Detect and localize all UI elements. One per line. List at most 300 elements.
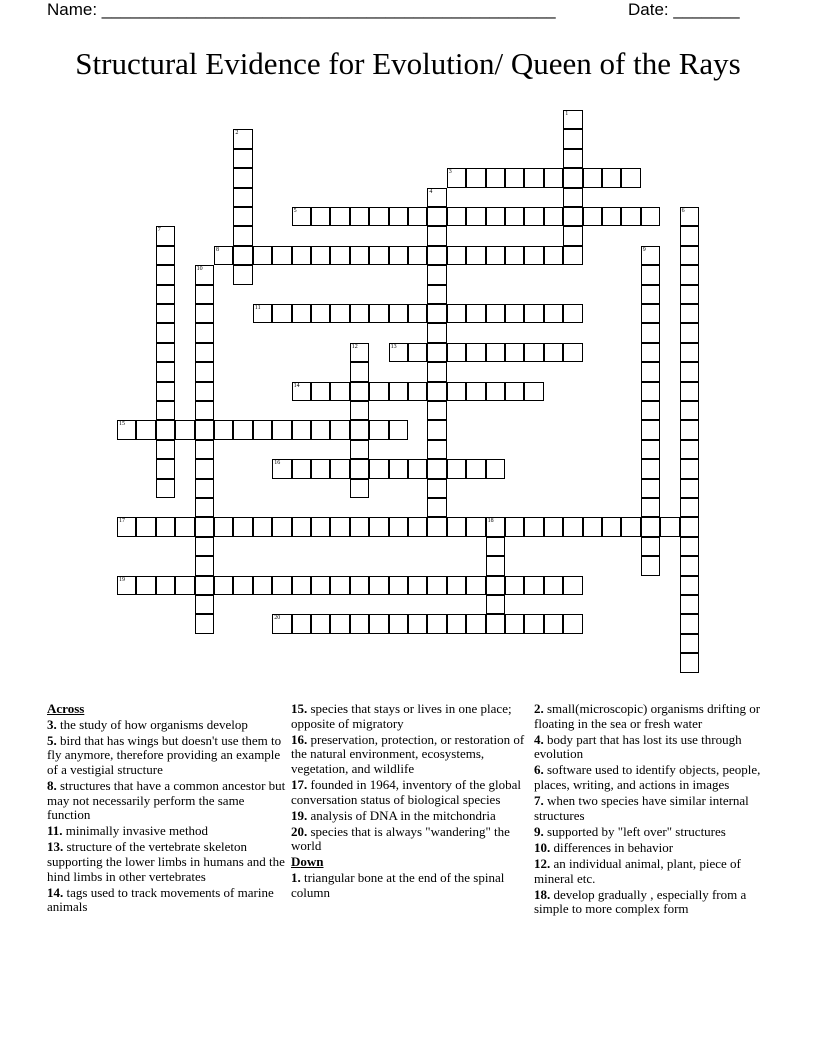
down-clue: 4. body part that has lost its use through evolution xyxy=(534,731,742,762)
crossword-cell[interactable] xyxy=(427,362,446,381)
crossword-cell[interactable] xyxy=(195,420,214,439)
clue-number: 2 xyxy=(534,701,541,716)
crossword-cell[interactable] xyxy=(156,285,175,304)
crossword-cell[interactable] xyxy=(486,168,505,187)
crossword-cell[interactable] xyxy=(195,498,214,517)
crossword-cell[interactable] xyxy=(680,420,699,439)
crossword-cell[interactable] xyxy=(292,207,311,226)
crossword-cell[interactable] xyxy=(680,498,699,517)
crossword-cell[interactable] xyxy=(641,498,660,517)
crossword-cell[interactable] xyxy=(389,517,408,536)
crossword-cell[interactable] xyxy=(195,343,214,362)
crossword-cell[interactable] xyxy=(680,595,699,614)
crossword-cell[interactable] xyxy=(621,517,640,536)
crossword-cell[interactable] xyxy=(544,207,563,226)
crossword-cell[interactable] xyxy=(311,207,330,226)
cell-number: 11 xyxy=(254,305,261,311)
crossword-cell[interactable] xyxy=(641,420,660,439)
crossword-cell[interactable] xyxy=(563,226,582,245)
crossword-cell[interactable] xyxy=(214,576,233,595)
crossword-cell[interactable] xyxy=(330,246,349,265)
crossword-cell[interactable] xyxy=(427,246,446,265)
crossword-cell[interactable] xyxy=(641,343,660,362)
crossword-cell[interactable] xyxy=(233,168,252,187)
crossword-cell[interactable] xyxy=(641,207,660,226)
crossword-cell[interactable] xyxy=(292,576,311,595)
crossword-cell[interactable] xyxy=(524,517,543,536)
crossword-cell[interactable] xyxy=(156,246,175,265)
crossword-cell[interactable] xyxy=(563,168,582,187)
crossword-cell[interactable] xyxy=(641,246,660,265)
crossword-cell[interactable] xyxy=(641,323,660,342)
crossword-cell[interactable] xyxy=(292,517,311,536)
date-field[interactable]: Date: _______ xyxy=(628,0,740,19)
crossword-cell[interactable] xyxy=(195,323,214,342)
crossword-cell[interactable] xyxy=(486,304,505,323)
crossword-cell[interactable] xyxy=(389,420,408,439)
crossword-cell[interactable] xyxy=(175,576,194,595)
crossword-cell[interactable] xyxy=(427,323,446,342)
crossword-cell[interactable] xyxy=(272,517,291,536)
crossword-cell[interactable] xyxy=(427,285,446,304)
crossword-cell[interactable] xyxy=(233,188,252,207)
crossword-cell[interactable] xyxy=(680,479,699,498)
crossword-cell[interactable] xyxy=(466,517,485,536)
crossword-cell[interactable] xyxy=(641,362,660,381)
crossword-cell[interactable] xyxy=(505,614,524,633)
crossword-cell[interactable] xyxy=(369,304,388,323)
crossword-cell[interactable] xyxy=(389,304,408,323)
crossword-cell[interactable] xyxy=(427,188,446,207)
name-field[interactable]: Name: ________________________________________________ xyxy=(47,0,556,19)
crossword-cell[interactable] xyxy=(292,246,311,265)
crossword-cell[interactable] xyxy=(253,576,272,595)
clue-text: species that stays or lives in one place; opposite of migratory xyxy=(291,701,512,731)
crossword-cell[interactable] xyxy=(350,304,369,323)
crossword-cell[interactable] xyxy=(195,595,214,614)
crossword-cell[interactable] xyxy=(369,459,388,478)
crossword-cell[interactable] xyxy=(427,479,446,498)
crossword-cell[interactable] xyxy=(156,420,175,439)
crossword-cell[interactable] xyxy=(447,576,466,595)
crossword-cell[interactable] xyxy=(136,420,155,439)
crossword-cell[interactable] xyxy=(427,343,446,362)
crossword-cell[interactable] xyxy=(350,576,369,595)
crossword-cell[interactable] xyxy=(563,188,582,207)
crossword-cell[interactable] xyxy=(641,382,660,401)
crossword-cell[interactable] xyxy=(505,207,524,226)
crossword-cell[interactable] xyxy=(680,634,699,653)
crossword-cell[interactable] xyxy=(117,576,136,595)
crossword-cell[interactable] xyxy=(486,459,505,478)
crossword-cell[interactable] xyxy=(524,614,543,633)
crossword-cell[interactable] xyxy=(680,362,699,381)
crossword-cell[interactable] xyxy=(330,614,349,633)
crossword-cell[interactable] xyxy=(195,459,214,478)
crossword-cell[interactable] xyxy=(544,576,563,595)
crossword-cell[interactable] xyxy=(350,479,369,498)
crossword-cell[interactable] xyxy=(466,614,485,633)
crossword-cell[interactable] xyxy=(466,246,485,265)
crossword-cell[interactable] xyxy=(563,246,582,265)
crossword-cell[interactable] xyxy=(524,304,543,323)
crossword-cell[interactable] xyxy=(195,401,214,420)
crossword-cell[interactable] xyxy=(427,420,446,439)
crossword-cell[interactable] xyxy=(641,265,660,284)
crossword-cell[interactable] xyxy=(175,517,194,536)
crossword-cell[interactable] xyxy=(156,479,175,498)
across-clue: 15. species that stays or lives in one place; opposite of migratory xyxy=(291,701,512,731)
crossword-cell[interactable] xyxy=(350,343,369,362)
crossword-cell[interactable] xyxy=(466,576,485,595)
crossword-cell[interactable] xyxy=(350,246,369,265)
crossword-cell[interactable] xyxy=(486,537,505,556)
crossword-cell[interactable] xyxy=(156,459,175,478)
crossword-cell[interactable] xyxy=(408,304,427,323)
crossword-cell[interactable] xyxy=(330,420,349,439)
crossword-cell[interactable] xyxy=(680,401,699,420)
crossword-cell[interactable] xyxy=(544,246,563,265)
crossword-cell[interactable] xyxy=(350,207,369,226)
crossword-cell[interactable] xyxy=(233,207,252,226)
crossword-cell[interactable] xyxy=(466,459,485,478)
crossword-cell[interactable] xyxy=(466,304,485,323)
crossword-cell[interactable] xyxy=(408,517,427,536)
crossword-cell[interactable] xyxy=(505,304,524,323)
crossword-cell[interactable] xyxy=(350,517,369,536)
crossword-cell[interactable] xyxy=(195,285,214,304)
crossword-cell[interactable] xyxy=(524,576,543,595)
crossword-cell[interactable] xyxy=(330,576,349,595)
crossword-cell[interactable] xyxy=(427,614,446,633)
crossword-cell[interactable] xyxy=(427,498,446,517)
crossword-cell[interactable] xyxy=(486,246,505,265)
crossword-cell[interactable] xyxy=(524,207,543,226)
crossword-cell[interactable] xyxy=(350,420,369,439)
cell-number: 19 xyxy=(119,576,125,583)
crossword-cell[interactable] xyxy=(369,576,388,595)
crossword-cell[interactable] xyxy=(621,207,640,226)
across-clue: 11. minimally invasive method xyxy=(47,823,209,839)
crossword-cell[interactable] xyxy=(563,304,582,323)
down-clue: 2. small(microscopic) organisms drifting or floating in the sea or fresh water xyxy=(534,701,761,731)
crossword-cell[interactable] xyxy=(680,459,699,478)
crossword-cell[interactable] xyxy=(408,246,427,265)
crossword-cell[interactable] xyxy=(195,517,214,536)
crossword-cell[interactable] xyxy=(466,343,485,362)
crossword-cell[interactable] xyxy=(544,343,563,362)
crossword-cell[interactable] xyxy=(427,382,446,401)
crossword-cell[interactable] xyxy=(330,304,349,323)
crossword-cell[interactable] xyxy=(486,576,505,595)
crossword-cell[interactable] xyxy=(156,576,175,595)
crossword-cell[interactable] xyxy=(195,576,214,595)
crossword-cell[interactable] xyxy=(389,614,408,633)
crossword-cell[interactable] xyxy=(524,168,543,187)
crossword-cell[interactable] xyxy=(680,226,699,245)
crossword-cell[interactable] xyxy=(680,614,699,633)
crossword-cell[interactable] xyxy=(680,323,699,342)
cell-number: 1 xyxy=(565,111,569,117)
crossword-cell[interactable] xyxy=(563,614,582,633)
crossword-cell[interactable] xyxy=(350,362,369,381)
crossword-cell[interactable] xyxy=(427,304,446,323)
crossword-cell[interactable] xyxy=(311,576,330,595)
crossword-cell[interactable] xyxy=(389,246,408,265)
crossword-cell[interactable] xyxy=(680,304,699,323)
crossword-cell[interactable] xyxy=(389,459,408,478)
crossword-cell[interactable] xyxy=(195,614,214,633)
crossword-cell[interactable] xyxy=(156,401,175,420)
crossword-cell[interactable] xyxy=(680,382,699,401)
crossword-cell[interactable] xyxy=(156,382,175,401)
crossword-cell[interactable] xyxy=(389,207,408,226)
crossword-cell[interactable] xyxy=(272,576,291,595)
crossword-cell[interactable] xyxy=(156,362,175,381)
crossword-cell[interactable] xyxy=(486,556,505,575)
crossword-cell[interactable] xyxy=(369,614,388,633)
crossword-cell[interactable] xyxy=(233,149,252,168)
crossword-cell[interactable] xyxy=(350,401,369,420)
crossword-cell[interactable] xyxy=(117,420,136,439)
crossword-cell[interactable] xyxy=(195,382,214,401)
crossword-cell[interactable] xyxy=(583,207,602,226)
crossword-cell[interactable] xyxy=(524,343,543,362)
crossword-cell[interactable] xyxy=(660,517,679,536)
crossword-cell[interactable] xyxy=(156,440,175,459)
crossword-cell[interactable] xyxy=(466,382,485,401)
crossword-cell[interactable] xyxy=(680,537,699,556)
crossword-cell[interactable] xyxy=(389,343,408,362)
crossword-cell[interactable] xyxy=(292,614,311,633)
crossword-cell[interactable] xyxy=(563,517,582,536)
crossword-cell[interactable] xyxy=(369,207,388,226)
crossword-cell[interactable] xyxy=(330,517,349,536)
crossword-cell[interactable] xyxy=(292,304,311,323)
crossword-cell[interactable] xyxy=(680,576,699,595)
crossword-cell[interactable] xyxy=(486,382,505,401)
crossword-cell[interactable] xyxy=(427,459,446,478)
crossword-cell[interactable] xyxy=(641,517,660,536)
crossword-cell[interactable] xyxy=(563,343,582,362)
crossword-cell[interactable] xyxy=(253,420,272,439)
crossword-cell[interactable] xyxy=(447,246,466,265)
crossword-cell[interactable] xyxy=(156,265,175,284)
crossword-cell[interactable] xyxy=(486,614,505,633)
crossword-cell[interactable] xyxy=(447,382,466,401)
crossword-cell[interactable] xyxy=(563,149,582,168)
crossword-cell[interactable] xyxy=(272,614,291,633)
crossword-cell[interactable] xyxy=(311,246,330,265)
crossword-cell[interactable] xyxy=(272,420,291,439)
crossword-cell[interactable] xyxy=(447,168,466,187)
crossword-cell[interactable] xyxy=(680,246,699,265)
crossword-cell[interactable] xyxy=(641,285,660,304)
crossword-cell[interactable] xyxy=(195,265,214,284)
crossword-cell[interactable] xyxy=(447,304,466,323)
crossword-cell[interactable] xyxy=(641,556,660,575)
crossword-cell[interactable] xyxy=(447,459,466,478)
crossword-cell[interactable] xyxy=(563,576,582,595)
crossword-cell[interactable] xyxy=(505,246,524,265)
crossword-cell[interactable] xyxy=(389,382,408,401)
crossword-cell[interactable] xyxy=(641,537,660,556)
crossword-cell[interactable] xyxy=(195,362,214,381)
crossword-cell[interactable] xyxy=(195,479,214,498)
crossword-cell[interactable] xyxy=(136,576,155,595)
crossword-cell[interactable] xyxy=(427,576,446,595)
crossword-cell[interactable] xyxy=(233,576,252,595)
crossword-cell[interactable] xyxy=(505,168,524,187)
crossword-cell[interactable] xyxy=(486,517,505,536)
crossword-cell[interactable] xyxy=(408,382,427,401)
crossword-cell[interactable] xyxy=(253,517,272,536)
crossword-cell[interactable] xyxy=(136,517,155,536)
clue-number: 11 xyxy=(47,823,60,839)
crossword-cell[interactable] xyxy=(641,401,660,420)
crossword-cell[interactable] xyxy=(563,207,582,226)
crossword-cell[interactable] xyxy=(680,556,699,575)
crossword-cell[interactable] xyxy=(214,517,233,536)
crossword-cell[interactable] xyxy=(330,207,349,226)
crossword-cell[interactable] xyxy=(486,207,505,226)
crossword-cell[interactable] xyxy=(408,207,427,226)
crossword-cell[interactable] xyxy=(486,595,505,614)
crossword-cell[interactable] xyxy=(447,517,466,536)
crossword-cell[interactable] xyxy=(330,459,349,478)
crossword-cell[interactable] xyxy=(311,420,330,439)
crossword-cell[interactable] xyxy=(350,382,369,401)
crossword-cell[interactable] xyxy=(408,343,427,362)
crossword-cell[interactable] xyxy=(369,420,388,439)
cell-number: 16 xyxy=(274,460,281,467)
crossword-cell[interactable] xyxy=(466,207,485,226)
crossword-cell[interactable] xyxy=(389,576,408,595)
crossword-cell[interactable] xyxy=(253,246,272,265)
crossword-cell[interactable] xyxy=(195,556,214,575)
crossword-cell[interactable] xyxy=(544,168,563,187)
crossword-cell[interactable] xyxy=(195,537,214,556)
crossword-cell[interactable] xyxy=(253,304,272,323)
crossword-cell[interactable] xyxy=(311,517,330,536)
crossword-cell[interactable] xyxy=(233,226,252,245)
crossword-cell[interactable] xyxy=(505,576,524,595)
crossword-cell[interactable] xyxy=(156,226,175,245)
crossword-cell[interactable] xyxy=(486,343,505,362)
crossword-cell[interactable] xyxy=(641,440,660,459)
crossword-cell[interactable] xyxy=(427,401,446,420)
crossword-cell[interactable] xyxy=(680,265,699,284)
crossword-cell[interactable] xyxy=(447,207,466,226)
crossword-cell[interactable] xyxy=(195,440,214,459)
crossword-cell[interactable] xyxy=(117,517,136,536)
crossword-cell[interactable] xyxy=(233,517,252,536)
crossword-cell[interactable] xyxy=(214,420,233,439)
crossword-cell[interactable] xyxy=(350,440,369,459)
crossword-cell[interactable] xyxy=(466,168,485,187)
crossword-cell[interactable] xyxy=(427,440,446,459)
crossword-cell[interactable] xyxy=(680,285,699,304)
crossword-cell[interactable] xyxy=(233,129,252,148)
crossword-cell[interactable] xyxy=(156,304,175,323)
crossword-cell[interactable] xyxy=(680,653,699,672)
cell-number: 3 xyxy=(448,169,452,176)
crossword-cell[interactable] xyxy=(505,343,524,362)
crossword-cell[interactable] xyxy=(292,420,311,439)
crossword-cell[interactable] xyxy=(156,517,175,536)
crossword-cell[interactable] xyxy=(214,246,233,265)
crossword-cell[interactable] xyxy=(311,459,330,478)
crossword-cell[interactable] xyxy=(311,382,330,401)
crossword-cell[interactable] xyxy=(156,323,175,342)
crossword-cell[interactable] xyxy=(544,517,563,536)
crossword-cell[interactable] xyxy=(408,459,427,478)
crossword-cell[interactable] xyxy=(602,207,621,226)
across-clue: 16. preservation, protection, or restoration of the natural environment, ecosystems, vegetation, and wildlife xyxy=(291,731,525,776)
crossword-cell[interactable] xyxy=(641,304,660,323)
crossword-cell[interactable] xyxy=(680,517,699,536)
crossword-cell[interactable] xyxy=(292,459,311,478)
crossword-cell[interactable] xyxy=(641,459,660,478)
crossword-cell[interactable] xyxy=(505,517,524,536)
crossword-cell[interactable] xyxy=(544,304,563,323)
crossword-cell[interactable] xyxy=(311,614,330,633)
crossword-cell[interactable] xyxy=(641,479,660,498)
crossword-cell[interactable] xyxy=(427,226,446,245)
crossword-cell[interactable] xyxy=(680,207,699,226)
crossword-cell[interactable] xyxy=(369,382,388,401)
crossword-cell[interactable] xyxy=(524,246,543,265)
crossword-cell[interactable] xyxy=(427,207,446,226)
crossword-cell[interactable] xyxy=(369,246,388,265)
crossword-cell[interactable] xyxy=(427,517,446,536)
crossword-cell[interactable] xyxy=(311,304,330,323)
cell-number: 17 xyxy=(119,518,125,525)
crossword-cell[interactable] xyxy=(272,459,291,478)
crossword-cell[interactable] xyxy=(156,343,175,362)
crossword-cell[interactable] xyxy=(175,420,194,439)
crossword-cell[interactable] xyxy=(350,459,369,478)
crossword-cell[interactable] xyxy=(272,246,291,265)
crossword-cell[interactable] xyxy=(583,168,602,187)
crossword-cell[interactable] xyxy=(602,168,621,187)
crossword-cell[interactable] xyxy=(505,382,524,401)
crossword-cell[interactable] xyxy=(408,614,427,633)
crossword-cell[interactable] xyxy=(680,343,699,362)
crossword-cell[interactable] xyxy=(408,576,427,595)
crossword-cell[interactable] xyxy=(583,517,602,536)
crossword-cell[interactable] xyxy=(369,517,388,536)
crossword-cell[interactable] xyxy=(602,517,621,536)
crossword-cell[interactable] xyxy=(195,304,214,323)
crossword-cell[interactable] xyxy=(544,614,563,633)
crossword-cell[interactable] xyxy=(680,440,699,459)
crossword-cell[interactable] xyxy=(350,614,369,633)
crossword-cell[interactable] xyxy=(524,382,543,401)
crossword-cell[interactable] xyxy=(563,129,582,148)
crossword-cell[interactable] xyxy=(427,265,446,284)
crossword-cell[interactable] xyxy=(563,110,582,129)
crossword-cell[interactable] xyxy=(447,614,466,633)
crossword-cell[interactable] xyxy=(621,168,640,187)
crossword-cell[interactable] xyxy=(272,304,291,323)
crossword-cell[interactable] xyxy=(233,246,252,265)
crossword-cell[interactable] xyxy=(330,382,349,401)
crossword-cell[interactable] xyxy=(447,343,466,362)
crossword-cell[interactable] xyxy=(233,420,252,439)
crossword-cell[interactable] xyxy=(292,382,311,401)
crossword-cell[interactable] xyxy=(233,265,252,284)
